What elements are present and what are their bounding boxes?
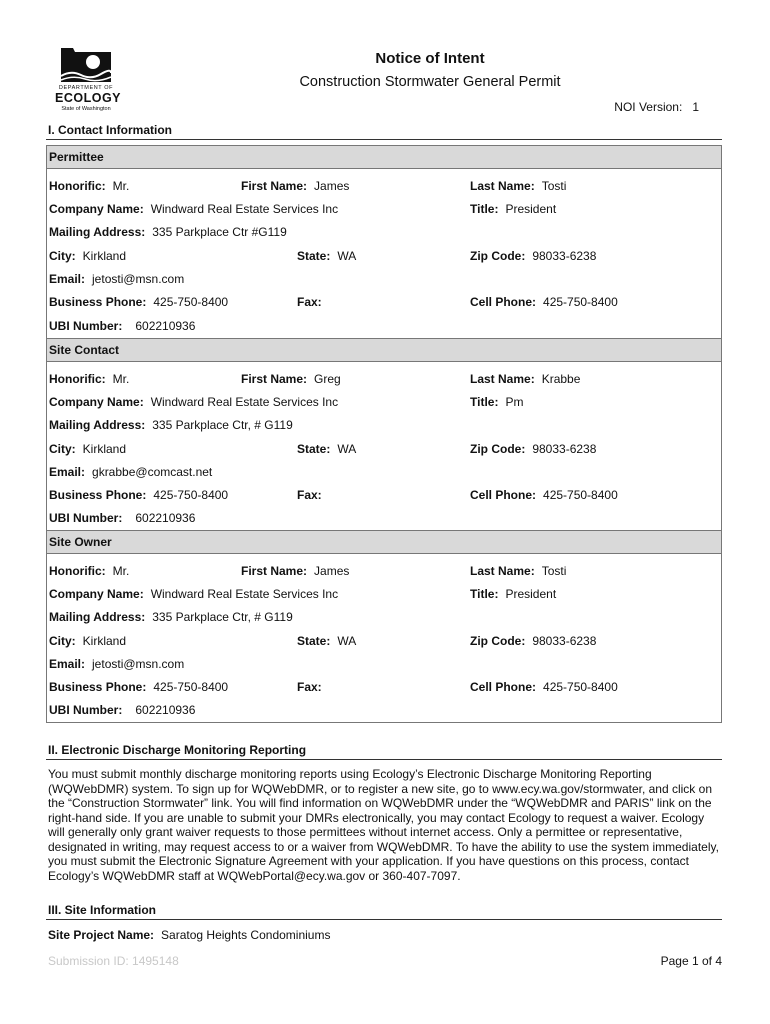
- site-contact-header: Site Contact: [47, 338, 721, 362]
- site-contact-state: State: WA: [297, 442, 357, 456]
- site-owner-business-phone: Business Phone: 425-750-8400: [49, 680, 229, 694]
- logo-state-text: State of Washington: [61, 106, 111, 112]
- noi-version: [614, 100, 699, 114]
- section-site-heading: III. Site Information: [48, 903, 157, 917]
- site-owner-first-name: First Name: James: [241, 564, 350, 578]
- site-contact-title: Title: Pm: [470, 395, 524, 409]
- section-divider: [46, 919, 722, 920]
- document-subtitle: Construction Stormwater General Permit: [299, 74, 561, 90]
- site-owner-cell-phone: Cell Phone: 425-750-8400: [470, 680, 618, 694]
- permittee-company: Company Name: Windward Real Estate Services Inc: [49, 202, 339, 216]
- site-contact-last-name: Last Name: Krabbe: [470, 372, 581, 386]
- permittee-business-phone: Business Phone: 425-750-8400: [49, 295, 229, 309]
- site-contact-first-name: First Name: Greg: [241, 372, 341, 386]
- permittee-title: Title: President: [470, 202, 557, 216]
- logo-dept-text: DEPARTMENT OF: [58, 85, 114, 91]
- site-owner-zip: Zip Code: 98033-6238: [470, 634, 597, 648]
- section-divider: [46, 759, 722, 760]
- noi-version-label: NOI Version:: [614, 100, 683, 114]
- site-contact-zip: Zip Code: 98033-6238: [470, 442, 597, 456]
- site-owner-last-name: Last Name: Tosti: [470, 564, 567, 578]
- noi-version-value: 1: [692, 100, 699, 114]
- site-owner-fax: Fax:: [297, 680, 322, 694]
- site-project-name: Site Project Name: Saratog Heights Condominiums: [48, 928, 331, 942]
- section-dmr-heading: II. Electronic Discharge Monitoring Reporting: [48, 743, 307, 757]
- dmr-paragraph: You must submit monthly discharge monitoring reports using Ecology’s Electronic Discharge Monitoring Reporting (WQWebDMR) system. To sign up for WQWebDMR, or to register a new site, go to www.ecy.wa.gov/stormwater, and click on the “Construction Stormwater” link. You will find information on WQWebDMR under the “WQWebDMR and PARIS” link on the right-hand side. If you are unable to submit your DMRs electronically, you may contact Ecology to request a waiver. Ecology will generally only grant waiver requests to those permittees without internet access. Only a permittee or representative, designated in writing, may request access to or a waiver from WQWebDMR. To have the ability to use the system immediately, you must submit the Electronic Signature Agreement with your application. If you have questions on this process, contact Ecology’s WQWebDMR staff at WQWebPortal@ecy.wa.gov or 360-407-7097.: [48, 767, 719, 883]
- permittee-state: State: WA: [297, 249, 357, 263]
- permittee-honorific: Honorific: Mr.: [49, 179, 130, 193]
- site-contact-city: City: Kirkland: [49, 442, 127, 456]
- site-owner-header: Site Owner: [47, 530, 721, 554]
- site-owner-company: Company Name: Windward Real Estate Services Inc: [49, 587, 339, 601]
- permittee-first-name: First Name: James: [241, 179, 350, 193]
- permittee-city: City: Kirkland: [49, 249, 127, 263]
- logo-ecology-text: ECOLOGY: [55, 91, 122, 105]
- permittee-mailing-address: Mailing Address: 335 Parkplace Ctr #G119: [49, 225, 287, 239]
- site-owner-email: Email: jetosti@msn.com: [49, 657, 185, 671]
- permittee-header: Permittee: [47, 146, 721, 169]
- permittee-last-name: Last Name: Tosti: [470, 179, 567, 193]
- site-contact-cell-phone: Cell Phone: 425-750-8400: [470, 488, 618, 502]
- site-contact-honorific: Honorific: Mr.: [49, 372, 130, 386]
- section-divider: [46, 139, 722, 140]
- submission-id: Submission ID: 1495148: [48, 954, 179, 968]
- permittee-fax: Fax:: [297, 295, 322, 309]
- section-contact-heading: I. Contact Information: [48, 123, 172, 137]
- site-contact-fax: Fax:: [297, 488, 322, 502]
- site-owner-ubi: UBI Number: 602210936: [49, 703, 196, 717]
- permittee-cell-phone: Cell Phone: 425-750-8400: [470, 295, 618, 309]
- permittee-zip: Zip Code: 98033-6238: [470, 249, 597, 263]
- site-contact-business-phone: Business Phone: 425-750-8400: [49, 488, 229, 502]
- site-contact-email: Email: gkrabbe@comcast.net: [49, 465, 213, 479]
- document-title: Notice of Intent: [375, 50, 485, 67]
- site-contact-mailing-address: Mailing Address: 335 Parkplace Ctr, # G119: [49, 418, 293, 432]
- site-owner-state: State: WA: [297, 634, 357, 648]
- page-number: Page 1 of 4: [660, 954, 722, 968]
- site-contact-company: Company Name: Windward Real Estate Services Inc: [49, 395, 339, 409]
- contact-groups-box: [46, 145, 722, 723]
- permittee-email: Email: jetosti@msn.com: [49, 272, 185, 286]
- site-owner-title: Title: President: [470, 587, 557, 601]
- site-contact-ubi: UBI Number: 602210936: [49, 511, 196, 525]
- site-owner-city: City: Kirkland: [49, 634, 127, 648]
- permittee-ubi: UBI Number: 602210936: [49, 319, 196, 333]
- site-owner-honorific: Honorific: Mr.: [49, 564, 130, 578]
- site-owner-mailing-address: Mailing Address: 335 Parkplace Ctr, # G119: [49, 610, 293, 624]
